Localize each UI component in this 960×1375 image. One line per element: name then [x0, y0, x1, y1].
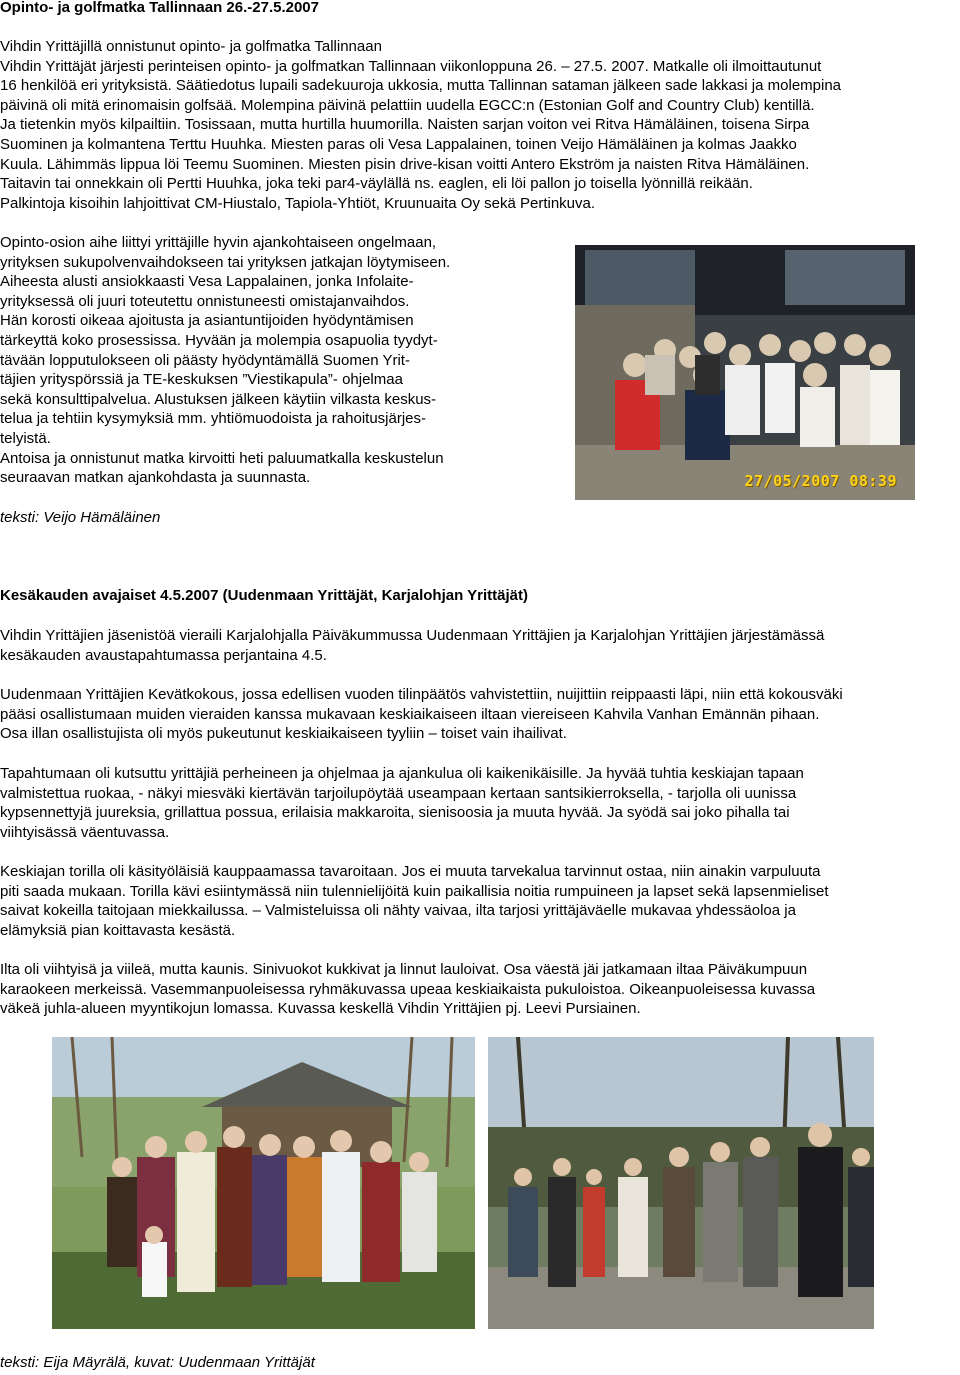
text-line: Ilta oli viihtyisä ja viileä, mutta kaunis. Sinivuokot kukkivat ja linnut lauloivat. Osa väestä jäi jatkamaan iltaa Päiväkumpuun — [0, 961, 808, 978]
text-line: Suominen ja kolmantena Terttu Huuhka. Miesten paras oli Vesa Lappalainen, toinen Veijo Hämäläinen ja kolmas Jaakko — [0, 135, 797, 153]
text-line: Kuula. Lähimmäs lippua löi Teemu Suominen. Miesten pisin drive-kisan voitti Antero Ekström ja naisten Ritva Hämäläinen. — [0, 155, 810, 173]
text-line: Tapahtumaan oli kutsuttu yrittäjiä perheineen ja ohjelmaa ja ajankulua oli kaikenikäisille. Ja hyvää tuhtia keskiajan tapaan — [0, 765, 804, 782]
text-line: seuraavan matkan ajankohdasta ja suunnasta. — [0, 469, 311, 487]
text-line: Palkintoja kisoihin lahjoittivat CM-Hiustalo, Tapiola-Yhtiöt, Kruunuaita Oy sekä Pertinkuva. — [0, 194, 596, 212]
text-line: Keskiajan torilla oli käsityöläisiä kauppaamassa tavaroitaan. Jos ei muuta tarvekalua tarvinnut ostaa, niin ainakin varpuluuta — [0, 863, 821, 880]
text-line: elämyksiä pian koittavasta kesästä. — [0, 921, 236, 939]
text-line: saivat kokeilla taitojaan miekkailussa. – Valmisteluissa oli nähty vaivaa, ilta tarjosi yrittäjäväelle mukavaa yhdessäoloa ja — [0, 902, 796, 920]
text-line: Antoisa ja onnistunut matka kirvoitti heti paluumatkalla keskustelun — [0, 449, 444, 467]
text-line: 16 henkilöä eri yrityksistä. Säätiedotus lupaili sadekuuroja ukkosia, mutta Tallinnan sataman jälkeen sade lakkasi ja molempina — [0, 77, 842, 95]
photo-date-stamp: 27/05/2007 08:39 — [744, 472, 897, 491]
article2-paragraph-4 — [0, 862, 960, 940]
article2-paragraph-2 — [0, 685, 960, 744]
text-line: Hän korosti oikeaa ajoitusta ja asiantuntijoiden hyödyntämisen — [0, 312, 414, 330]
text-line: Vihdin Yrittäjien jäsenistöä vieraili Karjalohjalla Päiväkummussa Uudenmaan Yrittäjien ja Karjalohjan Yrittäjien järjestämässä — [0, 627, 825, 644]
text-line: yrityksessä oli juuri toteutettu onnistuneesti omistajanvaihdos. — [0, 292, 410, 310]
article2-paragraph-5 — [0, 960, 960, 1019]
text-line: tävään lopputulokseen oli päästy hyödyntämällä Suomen Yrit- — [0, 351, 410, 369]
medieval-group-photo — [52, 1037, 475, 1329]
text-line: tärkeyttä koko prosessissa. Hyvään ja molempia osapuolia tyydyt- — [0, 331, 438, 349]
text-line: Opinto-osion aihe liittyi yrittäjille hyvin ajankohtaiseen ongelmaan, — [0, 234, 437, 251]
article1-body — [0, 233, 560, 488]
article2-byline: teksti: Eija Mäyrälä, kuvat: Uudenmaan Yrittäjät — [0, 1354, 315, 1371]
text-line: yrityksen sukupolvenvaihdokseen tai yrityksen jatkajan löytymiseen. — [0, 253, 451, 271]
text-line: Uudenmaan Yrittäjien Kevätkokous, jossa edellisen vuoden tilinpäätös vahvistettiin, nuijittiin reippaasti läpi, niin että kokousväki — [0, 686, 843, 703]
market-stall-photo — [488, 1037, 874, 1329]
text-line: täjien yrityspörssiä ja TE-keskuksen ”Viestikapula”- ohjelmaa — [0, 371, 403, 389]
text-line: Taitavin tai onnekkain oli Pertti Huuhka, joka teki par4-väylällä ns. eaglen, eli löi pallon jo toisella lyönnillä reikään. — [0, 175, 753, 193]
text-line: telua ja tehtiin kysymyksiä mm. yhtiömuodoista ja rahoitusjärjes- — [0, 410, 426, 428]
text-line: karaokeen merkeissä. Vasemmanpuoleisessa ryhmäkuvassa upeaa keskiaikaista pukuloistoa. Oikeanpuoleisessa kuvassa — [0, 980, 816, 998]
text-line: Ja tietenkin myös kilpailtiin. Tosissaan, mutta hurtilla huumorilla. Naisten sarjan voiton vei Ritva Hämäläinen, toisena Sirpa — [0, 116, 810, 134]
text-line: valmistettua ruokaa, - näkyi miesväki kiertävän tarjoilupöytää useampaan kertaan santsikierroksella, - tarjolla oli uunissa — [0, 784, 797, 802]
text-line: kesäkauden avaustapahtumassa perjantaina 4.5. — [0, 646, 327, 664]
text-line: päivinä oli mitä erinomaisin golfsää. Molempina päivinä pelattiin uudella EGCC:n (Estonian Golf and Country Club) kentillä. — [0, 96, 815, 114]
article1-title: Opinto- ja golfmatka Tallinnaan 26.-27.5.2007 — [0, 0, 319, 16]
text-line: kypsennettyjä juureksia, grillattua possua, erilaisia makkaroita, sienisoosia ja muuta hyvää. Ja syödä sai joko pihalla tai — [0, 804, 790, 822]
text-line: Osa illan osallistujista oli myös pukeutunut keskiaikaiseen tyyliin – toiset vain ihailivat. — [0, 725, 567, 743]
golf-group-photo — [575, 245, 915, 500]
text-line: piti saada mukaan. Torilla kävi esiintymässä niin tulennielijöitä kuin paikallisia noitia rumpuineen ja lapset sekä lapsenmieliset — [0, 882, 829, 900]
text-line: telyistä. — [0, 429, 51, 447]
text-line: sekä konsulttipalvelua. Alustuksen jälkeen käytiin vilkasta keskus- — [0, 390, 437, 408]
article1-lead — [0, 37, 960, 213]
article2-paragraph-3 — [0, 764, 960, 842]
text-line: Vihdin Yrittäjillä onnistunut opinto- ja golfmatka Tallinnaan — [0, 38, 382, 55]
article1-byline: teksti: Veijo Hämäläinen — [0, 509, 161, 526]
article2-title: Kesäkauden avajaiset 4.5.2007 (Uudenmaan Yrittäjät, Karjalohjan Yrittäjät) — [0, 587, 528, 604]
article2-paragraph-1 — [0, 626, 960, 665]
text-line: Vihdin Yrittäjät järjesti perinteisen opinto- ja golfmatkan Tallinnaan viikonloppuna 26. – 27.5. 2007. Matkalle oli ilmoittautunut — [0, 57, 822, 75]
text-line: väkeä juhla-alueen myyntikojun lomassa. Kuvassa keskellä Vihdin Yrittäjien pj. Leevi Pursiainen. — [0, 1000, 641, 1018]
text-line: Aiheesta alusti ansiokkaasti Vesa Lappalainen, jonka Infolaite- — [0, 273, 414, 291]
text-line: viihtyisässä väentuvassa. — [0, 823, 170, 841]
text-line: pääsi osallistumaan muiden vieraiden kanssa mukavaan keskiaikaiseen iltaan viereiseen Kahvila Vanhan Emännän pihaan. — [0, 705, 820, 723]
